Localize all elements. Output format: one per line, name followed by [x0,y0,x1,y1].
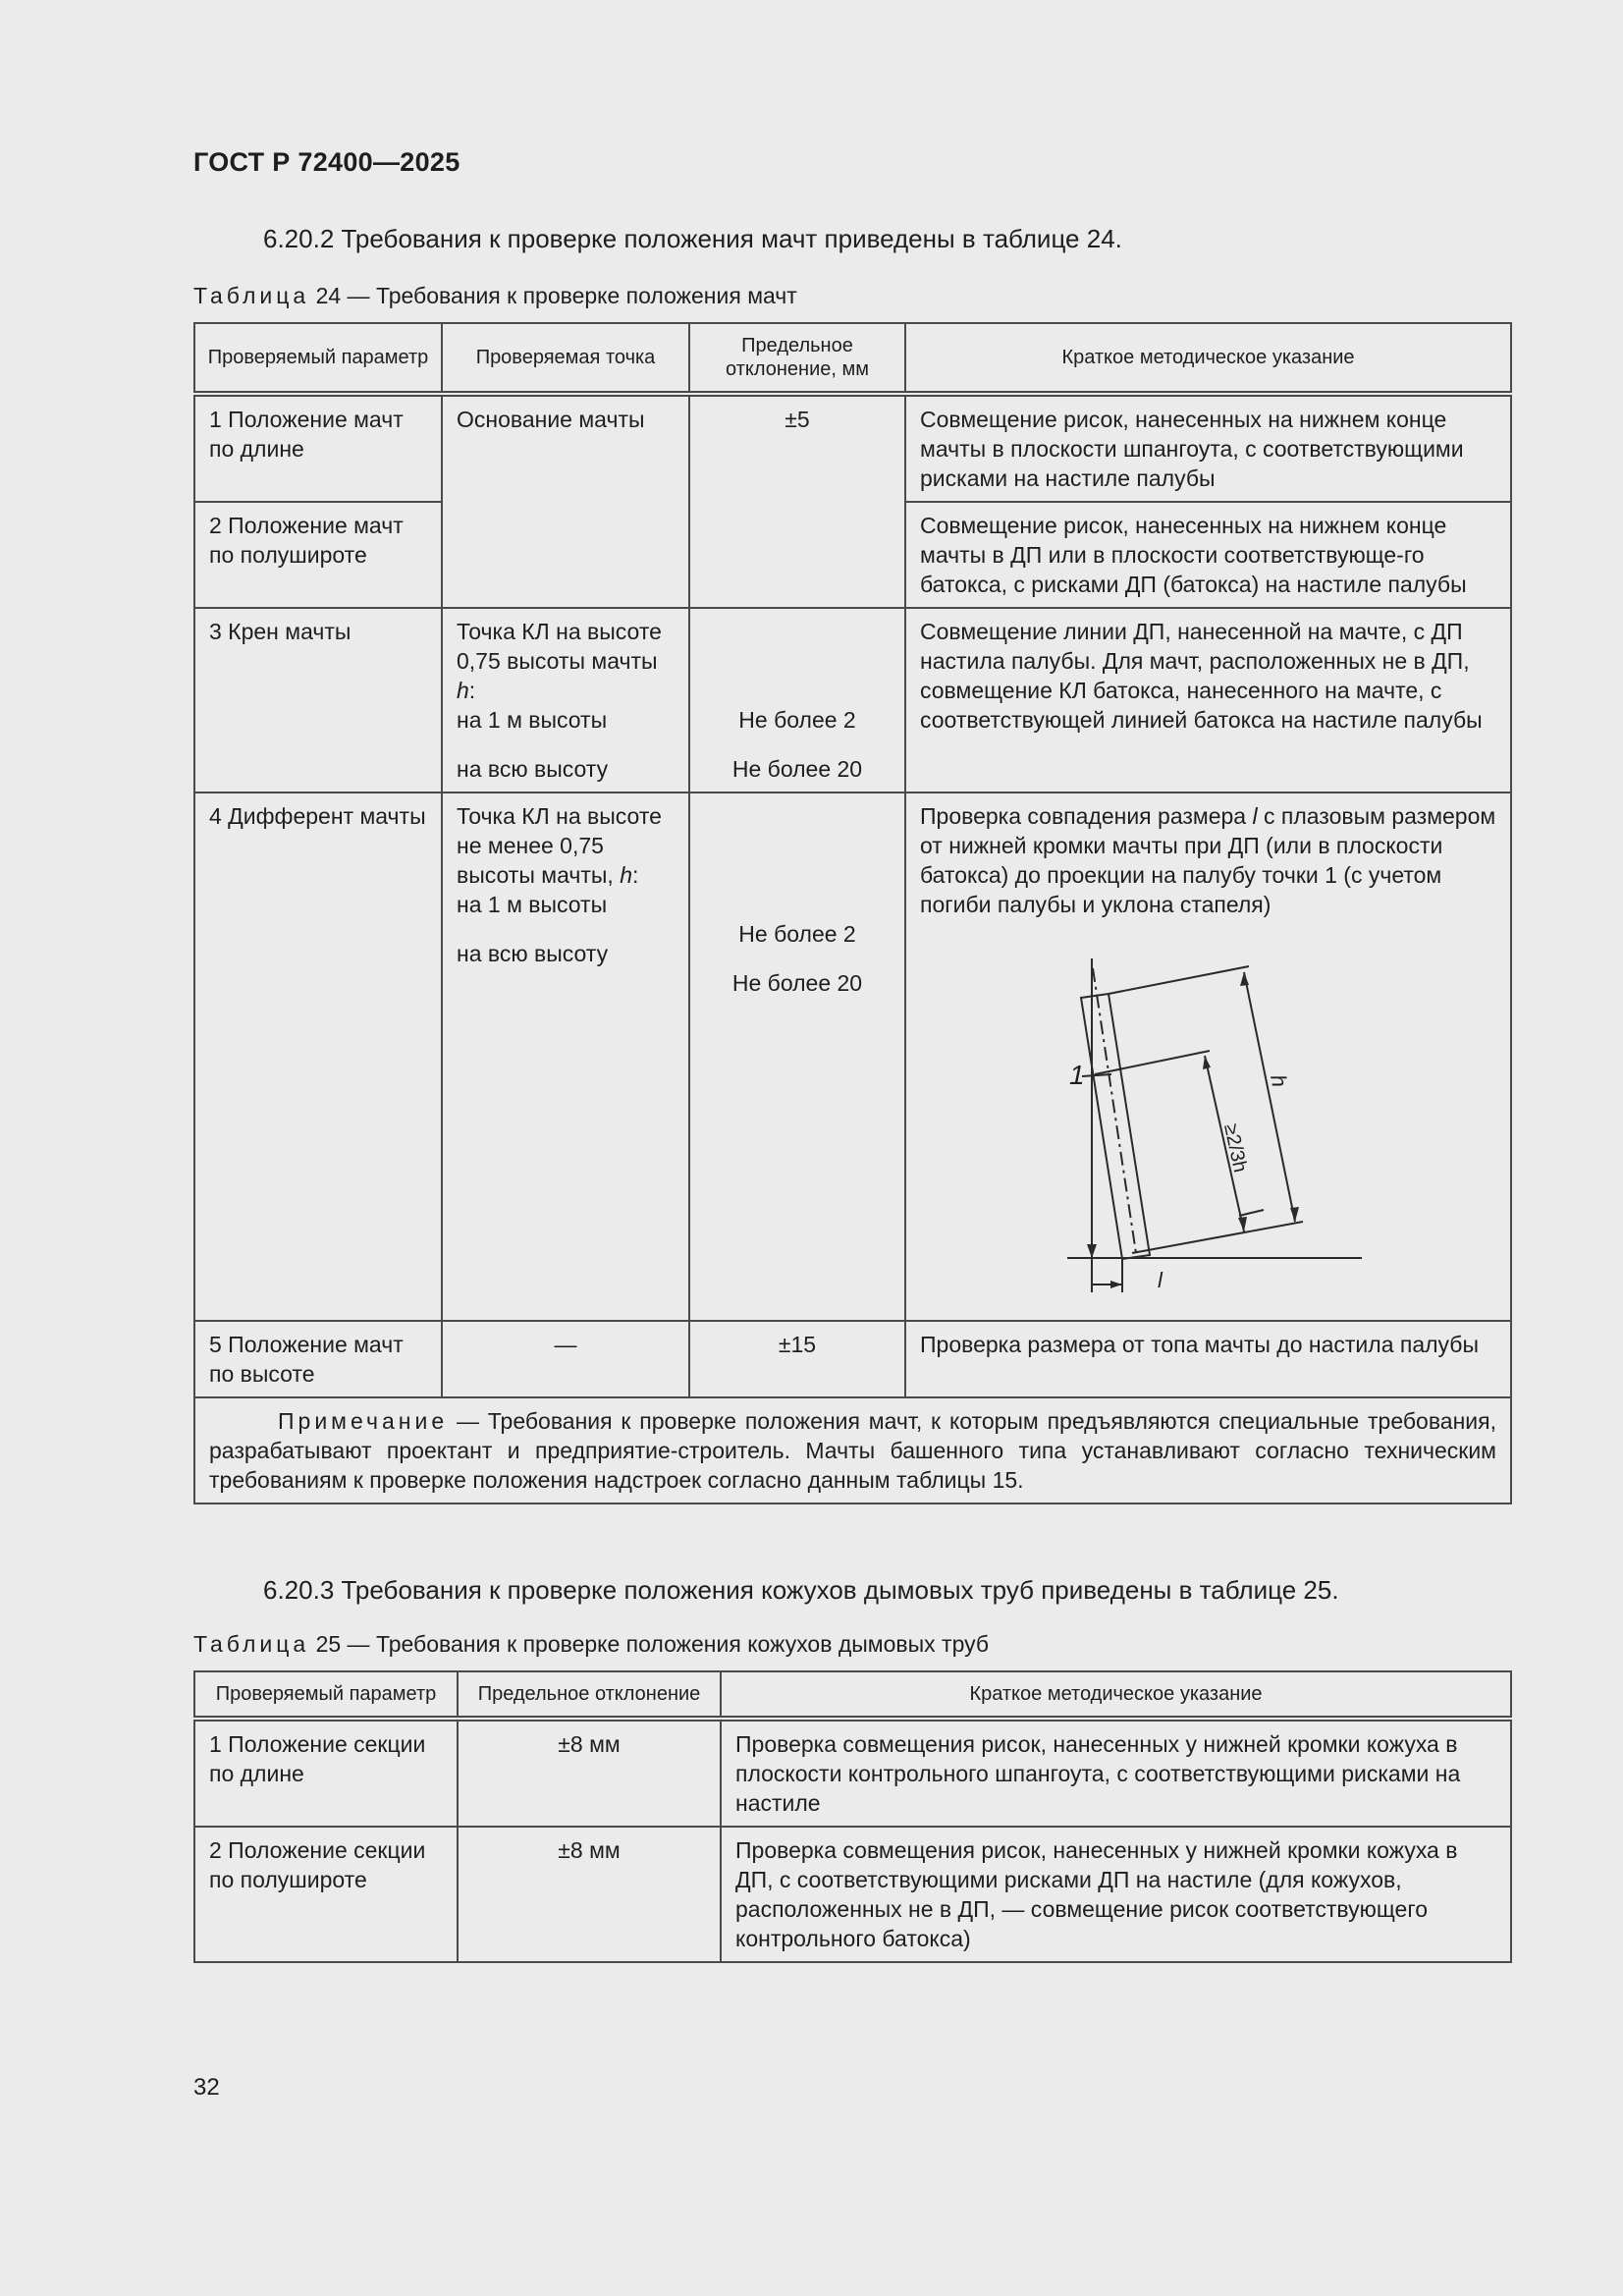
description-cell: Проверка размера от топа мачты до настила палубы [905,1321,1511,1397]
tolerance-full-height: Не более 20 [731,970,863,996]
column-header: Проверяемый параметр [194,323,442,394]
point-cell [442,608,689,793]
tolerance-cell [689,793,905,1321]
table-header-row [194,1671,1511,1719]
tolerance-cell: ±8 мм [458,1719,721,1827]
point-1-extension-line [1095,1051,1210,1074]
caption-text: 24 — Требования к проверке положения мачт [309,283,797,308]
description-l: l [1252,803,1258,829]
figure-label-1: 1 [1069,1060,1085,1090]
paragraph-6-20-2: 6.20.2 Требования к проверке положения мачт приведены в таблице 24. [263,224,1122,253]
document-header: ГОСТ Р 72400—2025 [193,147,460,177]
point-cell [442,793,689,1321]
caption-word: Таблица [193,283,310,308]
param-cell: 4 Дифферент мачты [194,793,442,1321]
tolerance-cell [689,608,905,793]
description-cell: Совмещение линии ДП, нанесенной на мачте, с ДП настила палубы. Для мачт, расположенных не в ДП, совмещение КЛ батокса, нанесенного на мачте, с соответствующей линией батокса на настиле палубы [905,608,1511,793]
param-cell: 2 Положение мачт по полушироте [194,502,442,608]
tolerance-cell: ±5 [689,394,905,608]
column-header: Краткое методическое указание [905,323,1511,394]
figure-label-l: l [1158,1268,1163,1292]
point-colon: : [631,862,639,888]
param-cell: 1 Положение мачт по длине [194,394,442,502]
tolerance-cell: ±15 [689,1321,905,1397]
table-row [194,1827,1511,1962]
tolerance-per-meter: Не более 2 [738,921,856,947]
column-header: Предельное отклонение [458,1671,721,1719]
table-note [194,1397,1511,1503]
param-cell: 1 Положение секции по длине [194,1719,458,1827]
tolerance-per-meter: Не более 2 [738,707,856,733]
note-word: Примечание [278,1408,449,1434]
arrow-head [1110,1281,1122,1288]
point-cell: — [442,1321,689,1397]
param-cell: 3 Крен мачты [194,608,442,793]
point-h: h [457,678,469,703]
paragraph-6-20-3: 6.20.3 Требования к проверке положения кожухов дымовых труб приведены в таблице 25. [263,1575,1339,1605]
description-cell [905,793,1511,1321]
table-24-caption [193,283,797,309]
arrow-head [1203,1056,1211,1069]
caption-word: Таблица [193,1631,310,1657]
point-per-meter: на 1 м высоты [457,707,608,733]
mast-trim-figure [1067,958,1401,1312]
point-h: h [620,862,632,888]
param-cell: 5 Положение мачт по высоте [194,1321,442,1397]
table-row [194,793,1511,1321]
column-header: Предельное отклонение, мм [689,323,905,394]
point-full-height: на всю высоту [457,941,609,966]
description-cell: Проверка совмещения рисок, нанесенных у нижней кромки кожуха в ДП, с соответствующими рисками ДП на настиле (для кожухов, расположенных не в ДП, — совмещение рисок соответствующего контрольного батокса) [721,1827,1511,1962]
arrow-head [1240,972,1249,986]
h-dimension-line [1244,972,1295,1222]
note-row [194,1397,1511,1503]
tolerance-cell: ±8 мм [458,1827,721,1962]
figure-label-two-thirds-h: ≥2/3h [1219,1121,1252,1175]
caption-text: 25 — Требования к проверке положения кожухов дымовых труб [309,1631,990,1657]
tick-mark [1239,1210,1264,1216]
description-text: Проверка совпадения размера [920,803,1253,829]
table-25-caption [193,1631,989,1658]
description-cell: Совмещение рисок, нанесенных на нижнем конце мачты в плоскости шпангоута, с соответствующими рисками на настиле палубы [905,394,1511,502]
point-colon: : [468,678,476,703]
table-header-row [194,323,1511,394]
table-row [194,1719,1511,1827]
figure-label-h: h [1266,1072,1292,1089]
description-cell: Проверка совмещения рисок, нанесенных у нижней кромки кожуха в плоскости контрольного шпангоута, с соответствующими рисками на настиле [721,1719,1511,1827]
point-text: Точка КЛ на высоте не менее 0,75 высоты мачты, [457,803,662,888]
table-row [194,394,1511,502]
point-per-meter: на 1 м высоты [457,892,608,917]
column-header: Проверяемый параметр [194,1671,458,1719]
param-cell: 2 Положение секции по полушироте [194,1827,458,1962]
page-number: 32 [193,2074,220,2101]
description-cell: Совмещение рисок, нанесенных на нижнем конце мачты в ДП или в плоскости соответствующе-го батокса, с рисками ДП (батокса) на настиле палубы [905,502,1511,608]
description-text-cont: с плазовым размером от нижней кромки мачты при ДП (или в плоскости батокса) до проекции на палубу точки 1 (с учетом погиби палубы и уклона стапеля) [920,803,1496,917]
table-row [194,608,1511,793]
point-full-height: на всю высоту [457,756,609,782]
point-cell: Основание мачты [442,394,689,608]
arrow-head [1290,1207,1299,1222]
table-24 [193,322,1512,1504]
note-text: — Требования к проверке положения мачт, к которым предъявляются специальные требования, разрабатывают проектант и предприятие-строитель. Мачты башенного типа устанавливают согласно техническим требованиям к проверке положения надстроек согласно данным таблицы 15. [209,1408,1496,1493]
point-text: Точка КЛ на высоте 0,75 высоты мачты [457,619,662,674]
table-row [194,1321,1511,1397]
tolerance-full-height: Не более 20 [731,756,863,782]
top-extension-line [1109,966,1249,994]
column-header: Краткое методическое указание [721,1671,1511,1719]
arrow-head [1087,1244,1097,1258]
table-25 [193,1670,1512,1963]
bottom-extension-line [1132,1222,1303,1253]
column-header: Проверяемая точка [442,323,689,394]
